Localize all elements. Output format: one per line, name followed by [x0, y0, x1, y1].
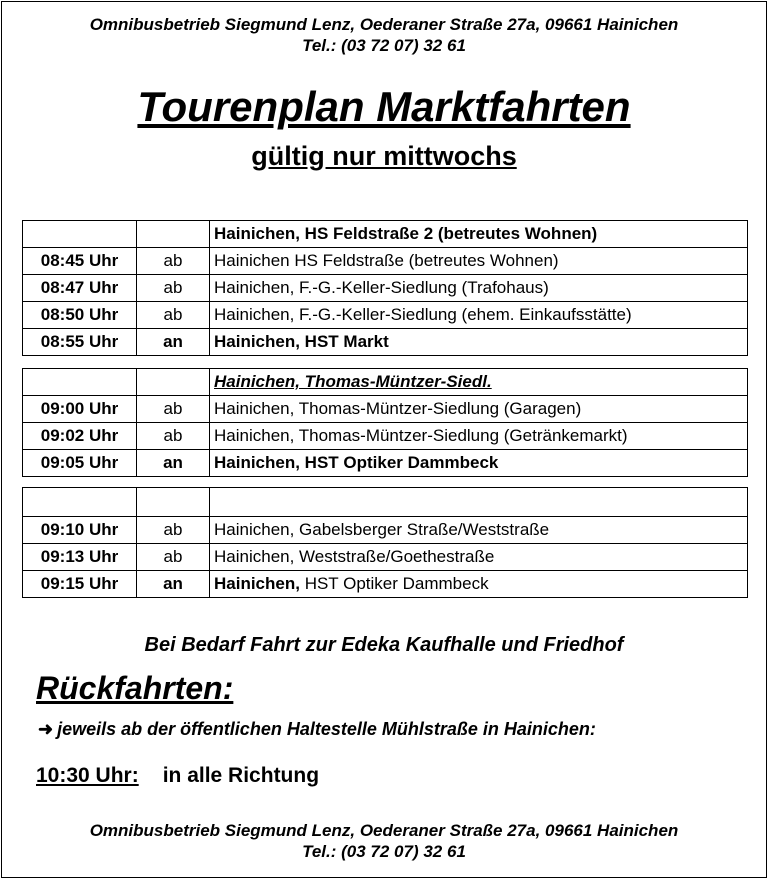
company-address: Omnibusbetrieb Siegmund Lenz, Oederaner Straße 27a, 09661 Hainichen	[89, 15, 679, 34]
departure-time: 08:45 Uhr	[23, 248, 137, 275]
company-phone: Tel.: (03 72 07) 32 61	[302, 36, 466, 55]
stop-name: Hainichen, Gabelsberger Straße/Weststraße	[210, 517, 748, 544]
tour-header	[210, 488, 748, 517]
direction: ab	[137, 302, 210, 329]
departure-time: 09:13 Uhr	[23, 544, 137, 571]
company-phone: Tel.: (03 72 07) 32 61	[302, 842, 466, 861]
departure-time: 08:47 Uhr	[23, 275, 137, 302]
direction: an	[137, 571, 210, 598]
direction: ab	[137, 423, 210, 450]
page-title: Tourenplan Marktfahrten	[137, 83, 631, 130]
return-destination: in alle Richtung	[162, 764, 320, 787]
return-info	[38, 719, 596, 740]
stop-name-town: Hainichen,	[214, 574, 300, 593]
table-row	[23, 396, 748, 423]
table-row	[23, 544, 748, 571]
stop-name	[210, 571, 748, 598]
arrival-time: 08:55 Uhr	[23, 329, 137, 356]
direction: an	[137, 450, 210, 477]
table-row	[23, 329, 748, 356]
arrival-time: 09:05 Uhr	[23, 450, 137, 477]
direction: ab	[137, 275, 210, 302]
table-row	[23, 423, 748, 450]
return-heading: Rückfahrten:	[36, 670, 234, 706]
table-row	[23, 302, 748, 329]
stop-name: Hainichen, Weststraße/Goethestraße	[210, 544, 748, 571]
stop-name-rest: HST Optiker Dammbeck	[299, 574, 489, 593]
company-header	[2, 14, 766, 56]
direction: ab	[137, 544, 210, 571]
table-row	[23, 450, 748, 477]
table-row	[23, 248, 748, 275]
direction: ab	[137, 517, 210, 544]
return-departure	[36, 764, 319, 788]
tour-table-3	[22, 487, 748, 598]
tour-header-row	[23, 369, 748, 396]
direction: an	[137, 329, 210, 356]
table-row	[23, 517, 748, 544]
table-row	[23, 275, 748, 302]
on-demand-note: Bei Bedarf Fahrt zur Edeka Kaufhalle und Friedhof	[144, 634, 624, 656]
timetable-page	[1, 1, 767, 878]
departure-time: 08:50 Uhr	[23, 302, 137, 329]
tour-table-2	[22, 368, 748, 477]
stop-name: Hainichen, Thomas-Müntzer-Siedlung (Getränkemarkt)	[210, 423, 748, 450]
stop-name: Hainichen, HST Markt	[210, 329, 748, 356]
tour-header: Hainichen, Thomas-Müntzer-Siedl.	[210, 369, 748, 396]
table-row	[23, 571, 748, 598]
tour-header-row	[23, 488, 748, 517]
direction: ab	[137, 396, 210, 423]
arrow-right-icon: ➜	[38, 719, 54, 739]
stop-name: Hainichen, F.-G.-Keller-Siedlung (Trafohaus)	[210, 275, 748, 302]
stop-name: Hainichen, F.-G.-Keller-Siedlung (ehem. Einkaufsstätte)	[210, 302, 748, 329]
direction: ab	[137, 248, 210, 275]
departure-time: 09:10 Uhr	[23, 517, 137, 544]
tour-table-1	[22, 220, 748, 356]
return-time: 10:30 Uhr:	[36, 764, 139, 787]
tour-header: Hainichen, HS Feldstraße 2 (betreutes Wohnen)	[210, 221, 748, 248]
page-subtitle: gültig nur mittwochs	[251, 141, 517, 171]
tour-header-row	[23, 221, 748, 248]
stop-name: Hainichen, HST Optiker Dammbeck	[210, 450, 748, 477]
stop-name: Hainichen, Thomas-Müntzer-Siedlung (Garagen)	[210, 396, 748, 423]
company-address: Omnibusbetrieb Siegmund Lenz, Oederaner Straße 27a, 09661 Hainichen	[89, 821, 679, 840]
stop-name: Hainichen HS Feldstraße (betreutes Wohnen)	[210, 248, 748, 275]
arrival-time: 09:15 Uhr	[23, 571, 137, 598]
return-info-text: jeweils ab der öffentlichen Haltestelle Mühlstraße in Hainichen:	[57, 719, 596, 739]
departure-time: 09:02 Uhr	[23, 423, 137, 450]
departure-time: 09:00 Uhr	[23, 396, 137, 423]
company-footer	[2, 820, 766, 862]
